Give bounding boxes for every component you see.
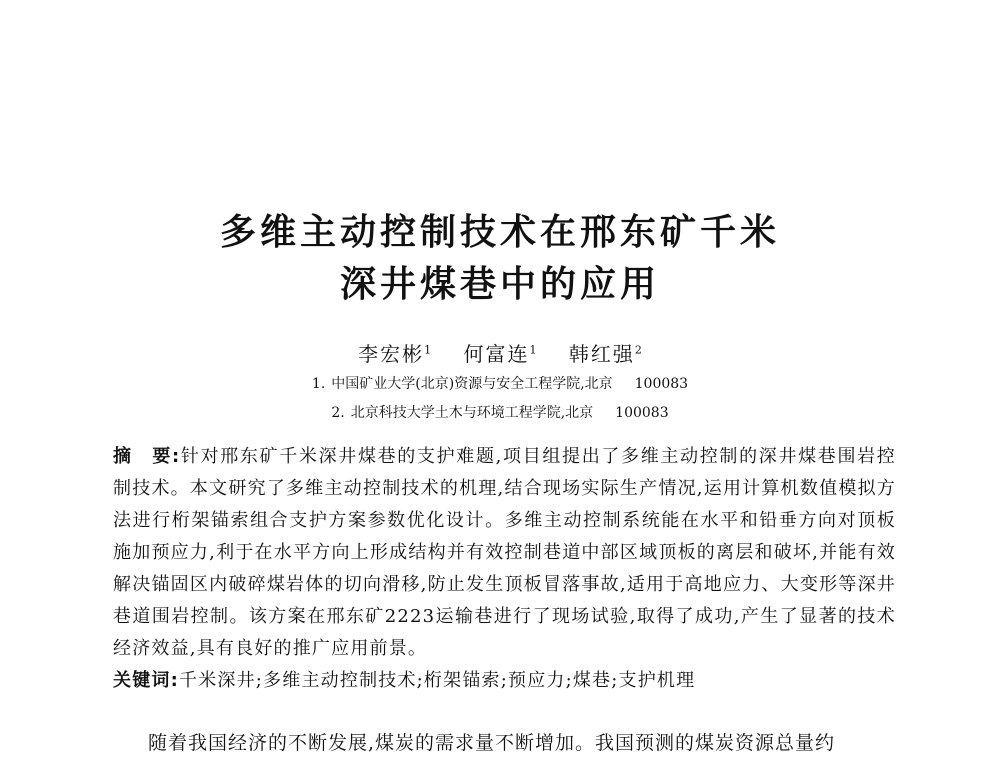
- abstract-text: 针对邢东矿千米深井煤巷的支护难题,项目组提出了多维主动控制的深井煤巷围岩控制技术。本文研究了多维主动控制技术的机理,结合现场实际生产情况,运用计算机数值模拟方法进行桁架锚索组合支护方案参数优化设计。多维主动控制系统能在水平和铅垂方向对顶板施加预应力,利于在水平方向上形成结构并有效控制巷道中部区域顶板的离层和破坏,并能有效解决锚固区内破碎煤岩体的切向滑移,防止发生顶板冒落事故,适用于高地应力、大变形等深井巷道围岩控制。该方案在邢东矿2223运输巷进行了现场试验,取得了成功,产生了显著的技术经济效益,具有良好的推广应用前景。: [113, 446, 896, 659]
- author: 李宏彬$^1$: [358, 342, 432, 366]
- affiliation: 2. 北京科技大学土木与环境工程学院,北京 100083: [331, 405, 669, 421]
- author: 何富连$^1$: [463, 342, 537, 366]
- author: 韩红强$^2$: [568, 342, 642, 366]
- keywords-label: 关键词:: [113, 670, 179, 691]
- paper-title-line-1: 多维主动控制技术在邢东矿千米: [219, 212, 780, 253]
- paper-title-line-2: 深井煤巷中的应用: [339, 264, 660, 305]
- body-paragraph: 随着我国经济的不断发展,煤炭的需求量不断增加。我国预测的煤炭资源总量约: [148, 732, 836, 754]
- abstract: [113, 441, 896, 665]
- abstract-label: 摘 要:: [113, 446, 181, 467]
- author-list: [0, 338, 1000, 367]
- affiliation: 1. 中国矿业大学(北京)资源与安全工程学院,北京 100083: [311, 376, 689, 392]
- keywords-text: 千米深井;多维主动控制技术;桁架锚索;预应力;煤巷;支护机理: [179, 670, 696, 691]
- keywords: [113, 665, 896, 697]
